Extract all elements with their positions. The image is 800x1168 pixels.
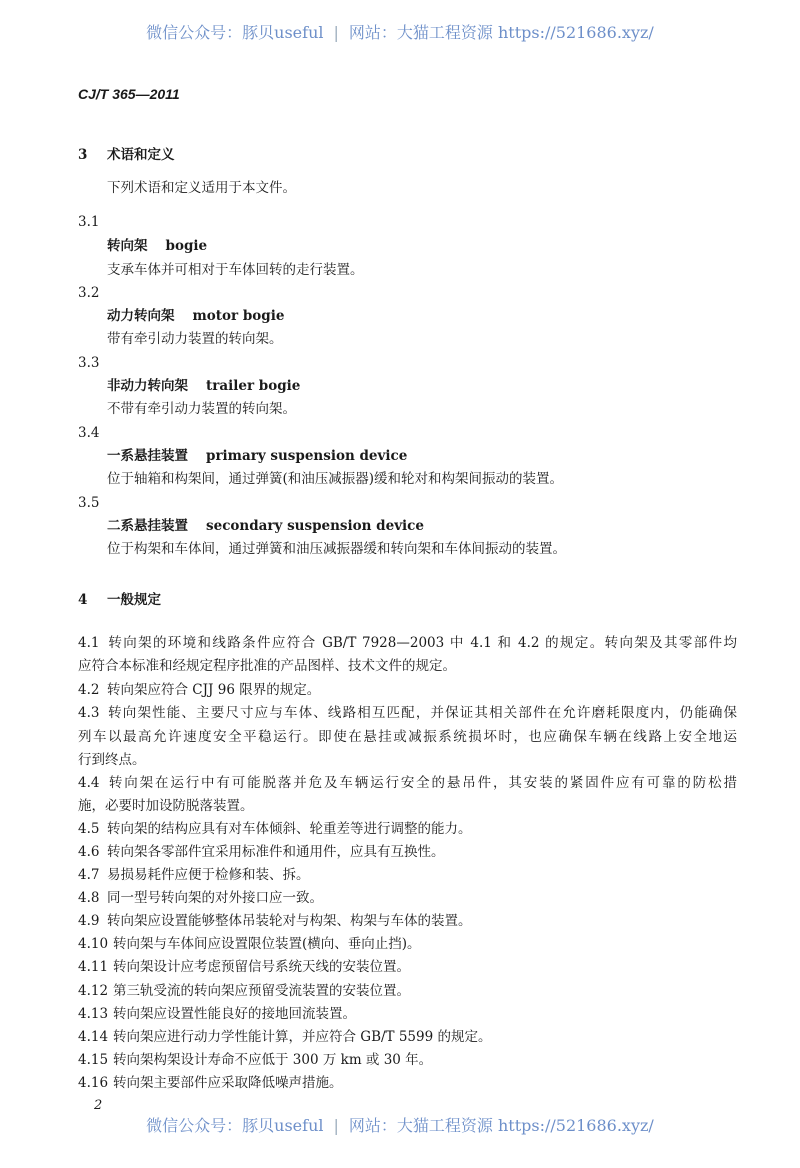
- term-number: 3.5: [78, 495, 100, 511]
- clause-number: 4.10: [78, 936, 109, 952]
- clause-text: 转向架各零部件宜采用标准件和通用件，应具有互换性。: [107, 844, 445, 860]
- clause-line: 应符合本标准和经规定程序批准的产品图样、技术文件的规定。: [78, 658, 456, 674]
- clause-number: 4.8: [78, 890, 100, 906]
- term-en: primary suspension device: [206, 448, 408, 464]
- clause-text: 转向架应设置能够整体吊装轮对与构架、构架与车体的装置。: [107, 913, 472, 929]
- term-cn: 一系悬挂装置: [107, 448, 188, 464]
- clause-text: 转向架的环境和线路条件应符合 GB/T 7928—2003 中 4.1 和 4.2 的规定。转向架及其零部件均: [107, 635, 737, 651]
- clause-number: 4.1: [78, 635, 100, 651]
- watermark-wechat: 微信公众号：豚贝useful: [146, 23, 324, 42]
- term-title: [107, 447, 407, 465]
- term-cn: 非动力转向架: [107, 378, 188, 394]
- clause-text: 转向架设计应考虑预留信号系统天线的安装位置。: [113, 959, 410, 975]
- watermark-separator: |: [333, 1116, 339, 1135]
- term-cn: 转向架: [107, 238, 148, 254]
- clause-number: 4.14: [78, 1029, 109, 1045]
- term-en: trailer bogie: [206, 378, 301, 394]
- clause-line: 列车以最高允许速度安全平稳运行。即使在悬挂或减振系统损坏时，也应确保车辆在线路上安全地运: [78, 729, 737, 745]
- clause-line: [78, 889, 323, 907]
- clause-line: [78, 1074, 343, 1092]
- clause-text: 转向架在运行中有可能脱落并危及车辆运行安全的悬吊件，其安装的紧固件应有可靠的防松措: [107, 775, 737, 791]
- watermark-site: 网站：大猫工程资源 https://521686.xyz/: [348, 23, 654, 42]
- term-number: 3.1: [78, 214, 100, 230]
- section-title: 一般规定: [107, 592, 161, 608]
- clause-number: 4.12: [78, 983, 109, 999]
- clause-line: [78, 982, 410, 1000]
- clause-line: [78, 774, 737, 792]
- clause-text: 转向架应设置性能良好的接地回流装置。: [113, 1006, 356, 1022]
- clause-line: 施，必要时加设防脱落装置。: [78, 798, 254, 814]
- clause-line: [78, 1005, 356, 1023]
- clause-line: [78, 958, 410, 976]
- clause-number: 4.13: [78, 1006, 109, 1022]
- clause-text: 第三轨受流的转向架应预留受流装置的安装位置。: [113, 983, 410, 999]
- clause-number: 4.5: [78, 821, 100, 837]
- term-en: motor bogie: [192, 308, 285, 324]
- clause-line: [78, 704, 737, 722]
- clause-line: [78, 1028, 492, 1046]
- page-number: 2: [94, 1098, 103, 1113]
- term-title: [107, 517, 424, 535]
- term-definition: 位于构架和车体间，通过弹簧和油压减振器缓和转向架和车体间振动的装置。: [107, 541, 566, 557]
- clause-line: [78, 843, 445, 861]
- watermark-wechat: 微信公众号：豚贝useful: [146, 1116, 324, 1135]
- document-code: CJ/T 365—2011: [78, 86, 180, 102]
- term-cn: 二系悬挂装置: [107, 518, 188, 534]
- section-3-heading: [78, 146, 175, 164]
- clause-text: 转向架应进行动力学性能计算，并应符合 GB/T 5599 的规定。: [113, 1029, 492, 1045]
- term-number: 3.4: [78, 425, 100, 441]
- term-definition: 带有牵引动力装置的转向架。: [107, 331, 283, 347]
- clause-line: [78, 634, 737, 652]
- clause-line: [78, 681, 320, 699]
- term-definition: 位于轴箱和构架间，通过弹簧(和油压减振器)缓和轮对和构架间振动的装置。: [107, 471, 564, 487]
- watermark-bottom: [0, 1113, 800, 1136]
- clause-number: 4.4: [78, 775, 100, 791]
- term-en: bogie: [165, 238, 208, 254]
- clause-line: 行到终点。: [78, 752, 146, 768]
- term-definition: 支承车体并可相对于车体回转的走行装置。: [107, 262, 364, 278]
- watermark-top: [0, 20, 800, 43]
- clause-number: 4.11: [78, 959, 109, 975]
- watermark-site: 网站：大猫工程资源 https://521686.xyz/: [348, 1116, 654, 1135]
- clause-text: 转向架性能、主要尺寸应与车体、线路相互匹配，并保证其相关部件在允许磨耗限度内，仍能确保: [107, 705, 737, 721]
- term-cn: 动力转向架: [107, 308, 175, 324]
- clause-text: 转向架与车体间应设置限位装置(横向、垂向止挡)。: [113, 936, 421, 952]
- clause-text: 同一型号转向架的对外接口应一致。: [107, 890, 323, 906]
- clause-line: [78, 866, 310, 884]
- term-number: 3.3: [78, 355, 100, 371]
- clause-text: 转向架的结构应具有对车体倾斜、轮重差等进行调整的能力。: [107, 821, 472, 837]
- clause-text: 转向架应符合 CJJ 96 限界的规定。: [107, 682, 321, 698]
- clause-number: 4.6: [78, 844, 100, 860]
- clause-number: 4.9: [78, 913, 100, 929]
- clause-number: 4.15: [78, 1052, 109, 1068]
- section-4-heading: [78, 591, 161, 609]
- term-en: secondary suspension device: [206, 518, 424, 534]
- term-title: [107, 377, 300, 395]
- section-number: 4: [78, 592, 88, 608]
- clause-number: 4.2: [78, 682, 100, 698]
- clause-text: 转向架构架设计寿命不应低于 300 万 km 或 30 年。: [113, 1052, 433, 1068]
- clause-number: 4.16: [78, 1075, 109, 1091]
- section-number: 3: [78, 147, 88, 163]
- term-title: [107, 307, 284, 325]
- clause-line: [78, 1051, 432, 1069]
- clause-number: 4.7: [78, 867, 100, 883]
- section-title: 术语和定义: [107, 147, 175, 163]
- watermark-separator: |: [333, 23, 339, 42]
- clause-text: 转向架主要部件应采取降低噪声措施。: [113, 1075, 343, 1091]
- clause-line: [78, 820, 472, 838]
- section-3-intro: 下列术语和定义适用于本文件。: [107, 180, 296, 196]
- clause-line: [78, 935, 421, 953]
- term-title: [107, 237, 207, 255]
- clause-number: 4.3: [78, 705, 100, 721]
- clause-line: [78, 912, 472, 930]
- clause-text: 易损易耗件应便于检修和装、拆。: [107, 867, 310, 883]
- term-definition: 不带有牵引动力装置的转向架。: [107, 401, 296, 417]
- term-number: 3.2: [78, 285, 100, 301]
